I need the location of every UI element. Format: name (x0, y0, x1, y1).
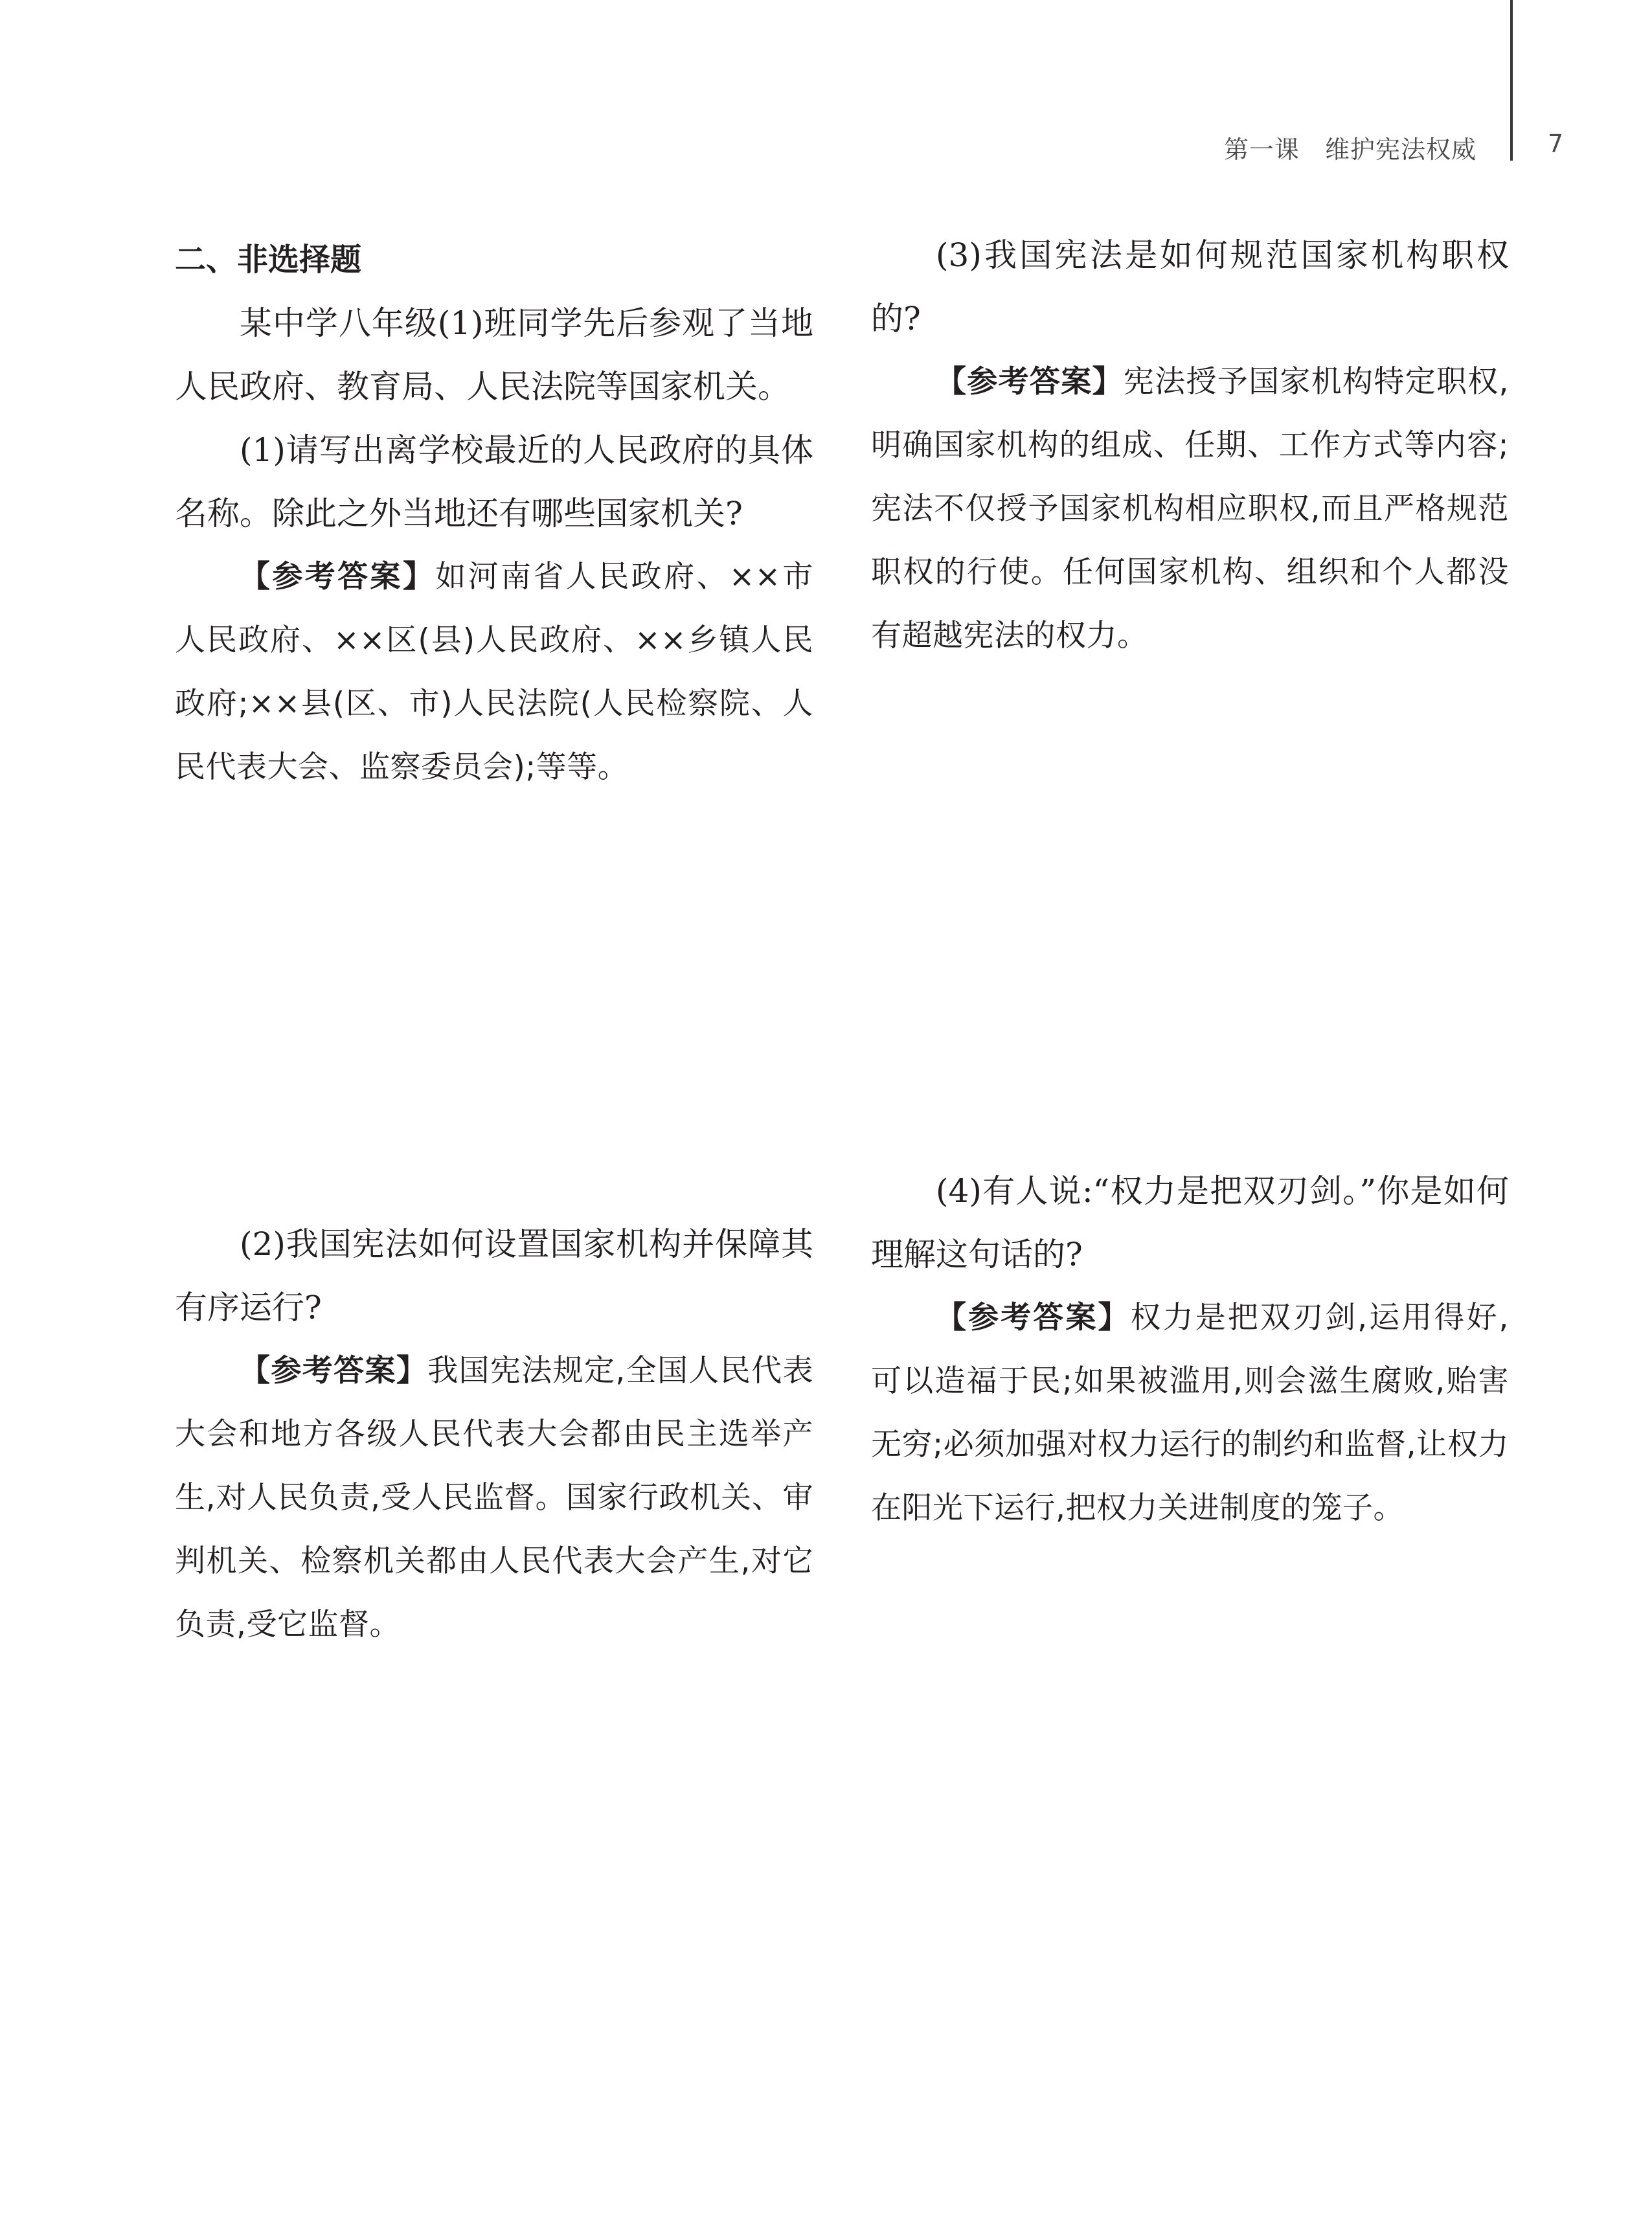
answer-1 (175, 545, 813, 799)
answer-2-text: 我国宪法规定,全国人民代表大会和地方各级人民代表大会都由民主选举产生,对人民负责,受人民监督。国家行政机关、审判机关、检察机关都由人民代表大会产生,对它负责,受它监督。 (175, 1353, 813, 1642)
answer-4 (871, 1286, 1509, 1540)
running-title: 第一课 维护宪法权威 (1223, 135, 1477, 164)
question-1: (1)请写出离学校最近的人民政府的具体名称。除此之外当地还有哪些国家机关? (175, 431, 813, 532)
answer-2 (175, 1339, 813, 1657)
question-3: (3)我国宪法是如何规范国家机构职权的? (871, 236, 1509, 337)
answer-4-label: 【参考答案】 (936, 1300, 1131, 1335)
question-2: (2)我国宪法如何设置国家机构并保障其有序运行? (175, 1225, 813, 1326)
right-column-top (871, 223, 1509, 668)
section-heading: 二、非选择题 (175, 242, 362, 278)
answer-3 (871, 350, 1509, 668)
answer-1-label: 【参考答案】 (240, 559, 436, 595)
left-column-bottom (175, 1212, 813, 1657)
answer-1-text: 如河南省人民政府、××市人民政府、××区(县)人民政府、××乡镇人民政府;××县(区、市)人民法院(人民检察院、人民代表大会、监察委员会);等等。 (175, 559, 814, 785)
page-number: 7 (1548, 130, 1564, 158)
intro-paragraph: 某中学八年级(1)班同学先后参观了当地人民政府、教育局、人民法院等国家机关。 (175, 304, 813, 405)
question-4: (4)有人说:“权力是把双刃剑。”你是如何理解这句话的? (871, 1172, 1509, 1273)
answer-3-text: 宪法授予国家机构特定职权,明确国家机构的组成、任期、工作方式等内容;宪法不仅授予国家机构相应职权,而且严格规范职权的行使。任何国家机构、组织和个人都没有超越宪法的权力。 (871, 364, 1509, 653)
answer-4-text: 权力是把双刃剑,运用得好,可以造福于民;如果被滥用,则会滋生腐败,贻害无穷;必须加强对权力运行的制约和监督,让权力在阳光下运行,把权力关进制度的笼子。 (871, 1300, 1509, 1526)
answer-3-label: 【参考答案】 (936, 364, 1124, 400)
right-column-bottom (871, 1159, 1509, 1540)
header-divider (1510, 0, 1513, 161)
answer-2-label: 【参考答案】 (240, 1353, 428, 1389)
left-column-top (175, 228, 813, 799)
